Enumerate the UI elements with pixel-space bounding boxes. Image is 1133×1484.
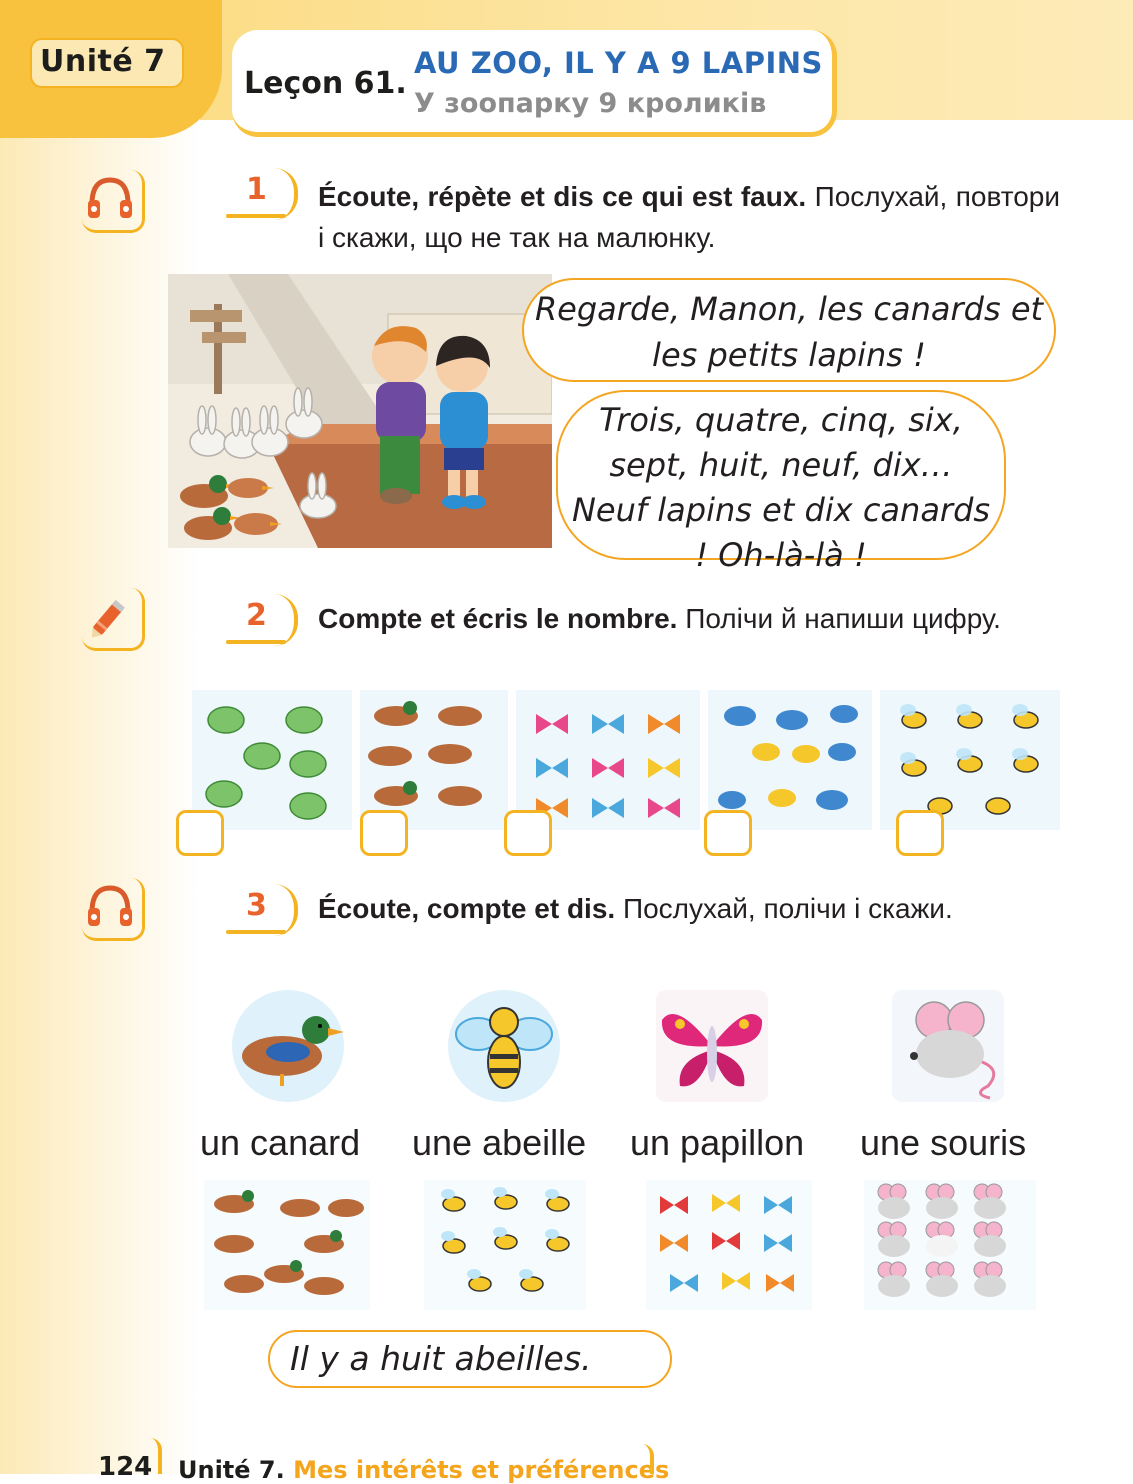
page-number: 124 xyxy=(98,1452,153,1482)
exercise-1-audio-button[interactable] xyxy=(82,170,145,233)
group-ducks xyxy=(204,1180,370,1310)
exercise-3-number: 3 xyxy=(246,888,267,923)
footer-unit: Unité 7. xyxy=(178,1456,285,1484)
lesson-number: Leçon 61. xyxy=(244,66,407,101)
mouse-icon xyxy=(892,990,1004,1102)
group-bees xyxy=(424,1180,586,1310)
word-abeille: une abeille xyxy=(412,1122,587,1163)
exercise-3-audio-button[interactable] xyxy=(82,878,145,941)
word-souris: une souris xyxy=(860,1122,1027,1163)
pencil-icon xyxy=(82,588,138,644)
answer-box-frogs[interactable] xyxy=(176,810,224,856)
word-papillon: un papillon xyxy=(630,1122,805,1163)
footer-title xyxy=(178,1456,669,1484)
unit-badge-label: Unité 7 xyxy=(40,44,166,79)
exercise-2-instruction xyxy=(318,598,1060,639)
exercise-1-instruction xyxy=(318,176,1060,258)
exercise-1-instruction-ua: Послухай, повтори і скажи, що не так на малюнку. xyxy=(318,181,1061,253)
answer-box-bees[interactable] xyxy=(896,810,944,856)
exercise-1-instruction-fr: Écoute, répète et dis ce qui est faux. xyxy=(318,181,807,212)
group-mice xyxy=(864,1180,1036,1310)
exercise-2-instruction-fr: Compte et écris le nombre. xyxy=(318,603,678,634)
unit-badge xyxy=(0,0,222,138)
bee-picture xyxy=(448,990,560,1102)
exercise-3-instruction-ua: Послухай, полічи і скажи. xyxy=(622,893,953,924)
lesson-title-ua: У зоопарку 9 кроликів xyxy=(414,88,767,119)
exercise-2-write-icon-box xyxy=(82,588,145,651)
speech-bubble-girl: Trois, quatre, cinq, six, sept, huit, neuf, dix… Neuf lapins et dix canards ! Oh-là-là ! xyxy=(556,390,1006,560)
answer-box-birds[interactable] xyxy=(704,810,752,856)
exercise-2-underline xyxy=(226,640,286,644)
headphones-icon xyxy=(82,170,138,226)
exercise-3-instruction xyxy=(318,888,1060,929)
bee-icon xyxy=(448,990,560,1102)
speech-bubble-boy: Regarde, Manon, les canards et les petits lapins ! xyxy=(522,278,1056,382)
example-speech-bubble: Il y a huit abeilles. xyxy=(268,1330,672,1388)
group-butterflies xyxy=(646,1180,812,1310)
count-card-birds xyxy=(708,690,872,830)
count-card-frogs xyxy=(192,690,352,830)
answer-box-butterflies[interactable] xyxy=(504,810,552,856)
word-canard: un canard xyxy=(200,1122,361,1163)
duck-picture xyxy=(232,990,344,1102)
count-card-bees xyxy=(880,690,1060,830)
butterfly-icon xyxy=(656,990,768,1102)
answer-box-ducks[interactable] xyxy=(360,810,408,856)
exercise-2-instruction-ua: Полічи й напиши цифру. xyxy=(685,603,1001,634)
count-card-ducks xyxy=(360,690,508,830)
butterfly-picture xyxy=(656,990,768,1102)
headphones-icon xyxy=(82,878,138,934)
count-card-butterflies xyxy=(516,690,700,830)
duck-icon xyxy=(232,990,344,1102)
lesson-title-fr: AU ZOO, IL Y A 9 LAPINS xyxy=(414,46,823,80)
exercise-1-underline xyxy=(226,214,286,218)
exercise-1-bracket xyxy=(272,168,298,220)
exercise-3-bracket xyxy=(272,884,298,936)
exercise-2-bracket xyxy=(272,594,298,646)
exercise-2-number: 2 xyxy=(246,598,267,633)
footer-end-bracket xyxy=(640,1444,654,1474)
footer-topic: Mes intérêts et préférences xyxy=(293,1456,670,1484)
exercise-3-underline xyxy=(226,930,286,934)
exercise-3-instruction-fr: Écoute, compte et dis. xyxy=(318,893,616,924)
zoo-scene-illustration xyxy=(168,274,552,548)
footer-bracket xyxy=(148,1438,162,1474)
exercise-1-number: 1 xyxy=(246,172,267,207)
mouse-picture xyxy=(892,990,1004,1102)
